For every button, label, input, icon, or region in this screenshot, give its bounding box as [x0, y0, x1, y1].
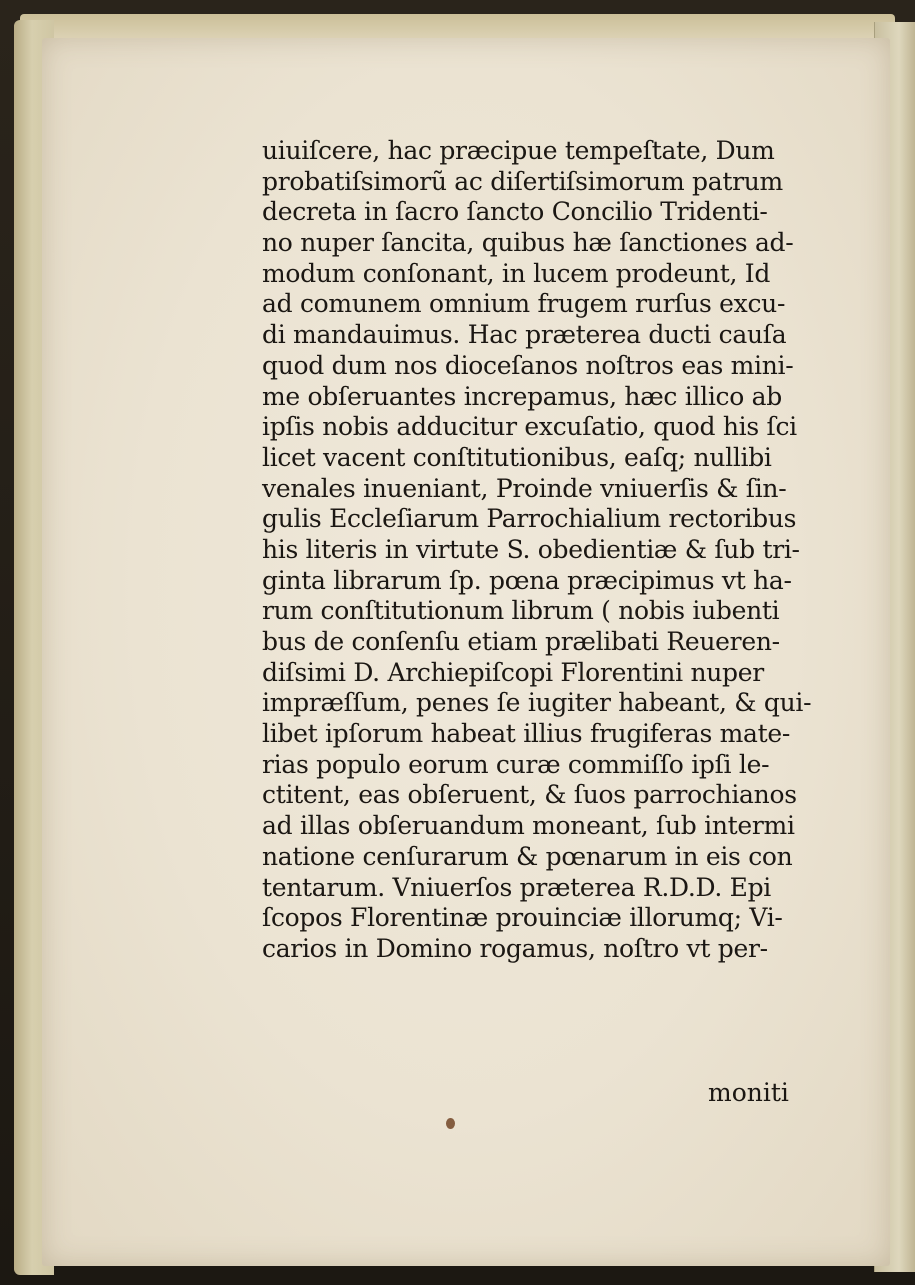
page-top-edge [20, 14, 895, 40]
catchword: moniti [708, 1078, 789, 1107]
text-line: venales inueniant, Proinde vniuerſis & ſin- [262, 473, 787, 503]
text-line: natione cenſurarum & pœnarum in eis con [262, 841, 793, 871]
text-line: quod dum nos dioceſanos noſtros eas mini- [262, 350, 794, 380]
text-line: tentarum. Vniuerſos præterea R.D.D. Epi [262, 872, 771, 902]
text-line: ctitent, eas obſeruent, & ſuos parrochianos [262, 780, 797, 810]
text-line: his literis in virtute S. obedientiæ & ſub tri- [262, 534, 800, 564]
text-line: gulis Eccleſiarum Parrochialium rectoribus [262, 504, 797, 534]
text-line: rias populo eorum curæ commiſſo ipſi le- [262, 749, 770, 779]
text-line: ipſis nobis adducitur excuſatio, quod his ſci [262, 412, 797, 442]
text-line: rum conſtitutionum librum ( nobis iubenti [262, 596, 780, 626]
text-line: no nuper ſancita, quibus hæ ſanctiones ad- [262, 228, 794, 258]
text-line: modum conſonant, in lucem prodeunt, Id [262, 258, 771, 288]
text-line: licet vacent conſtitutionibus, eaſq; nullibi [262, 442, 772, 472]
text-block [262, 136, 812, 965]
text-line: ad illas obſeruandum moneant, ſub intermi [262, 811, 795, 841]
text-line: me obſeruantes increpamus, hæc illico ab [262, 381, 782, 411]
text-line: uiuiſcere, hac præcipue tempeſtate, Dum [262, 136, 775, 165]
text-line: libet ipſorum habeat illius frugiferas mate- [262, 719, 791, 749]
text-line: carios in Domino rogamus, noſtro vt per- [262, 933, 768, 963]
text-line: decreta in ſacro ſancto Concilio Tridenti- [262, 197, 768, 227]
text-line: ginta librarum ſp. pœna præcipimus vt ha- [262, 565, 792, 595]
text-line: di mandauimus. Hac prӕterea ducti cauſa [262, 320, 787, 350]
text-line: ad comunem omnium frugem rurſus excu- [262, 289, 786, 319]
text-line: ſcopos Florentinæ prouinciæ illorumq; Vi- [262, 903, 783, 933]
text-line: bus de conſenſu etiam prælibati Reueren- [262, 627, 780, 656]
ink-spot [446, 1118, 455, 1129]
text-line: diſsimi D. Archiepiſcopi Florentini nuper [262, 657, 764, 687]
text-line: impræſſum, penes ſe iugiter habeant, & qui- [262, 688, 812, 718]
text-line: probatiſsimorũ ac diſertiſsimorum patrum [262, 166, 783, 196]
